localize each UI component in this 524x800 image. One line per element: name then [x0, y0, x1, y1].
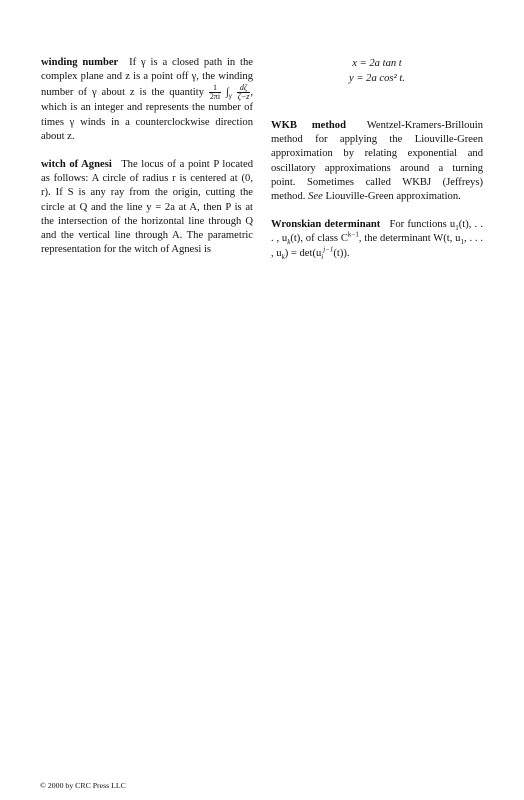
equation-y: y = 2a cos² t.	[349, 73, 405, 84]
equation-x: x = 2a tan t	[352, 58, 402, 69]
entry-term: witch of Agnesi	[41, 159, 112, 171]
see-reference: Liouville-Green approximation.	[325, 191, 461, 203]
entry-text: The locus of a point P located as follows: A circle of radius r is centered at (0, r). If S is any ray from the origin, cutting the circle at Q and the line y = 2a at A, then P is at the intersection of the horizontal line through Q and the vertical line through A. The parametric representation for the witch of Agnesi is	[41, 159, 253, 256]
formula-fraction-integrand: $\frac{d\zeta}{\zeta-z}$	[237, 83, 250, 102]
entry-wronskian-determinant	[271, 218, 483, 261]
formula-integral: $\int_\gamma$	[226, 87, 232, 101]
left-column	[41, 56, 253, 271]
entry-witch-of-agnesi	[41, 158, 253, 257]
entry-text: Wentzel-Kramers-Brillouin method for applying the Liouville-Green approximation by relating exponential and oscillatory approximations around a turning point. Sometimes called WKBJ (Jeffreys) method.	[271, 120, 483, 203]
right-column	[271, 56, 483, 275]
entry-text: If γ is a closed path in the complex plane and z is a point off γ, the winding number of γ about z is the quantity	[41, 57, 253, 99]
entry-winding-number	[41, 56, 253, 144]
see-label: See	[308, 191, 323, 203]
formula-fraction-prefix: $\frac{1}{2\pi i}$	[209, 83, 221, 102]
parametric-equations	[271, 56, 483, 86]
entry-text: For functions $u_1(t)$, . . . , $u_k(t)$, of class $C^{k-1}$, the determinant W(t, $u_1$, . . . , $u_k) = \det(u_i^{j-1}(t))$.	[271, 219, 484, 261]
entry-term: Wronskian determinant	[271, 219, 381, 231]
entry-wkb-method	[271, 119, 483, 204]
entry-term: winding number	[41, 57, 119, 68]
copyright-footer: © 2000 by CRC Press LLC	[40, 781, 126, 790]
entry-text: , which is an integer and represents the number of times γ winds in a counterclockwise direction about z.	[41, 87, 254, 142]
entry-term: WKB method	[271, 120, 346, 131]
